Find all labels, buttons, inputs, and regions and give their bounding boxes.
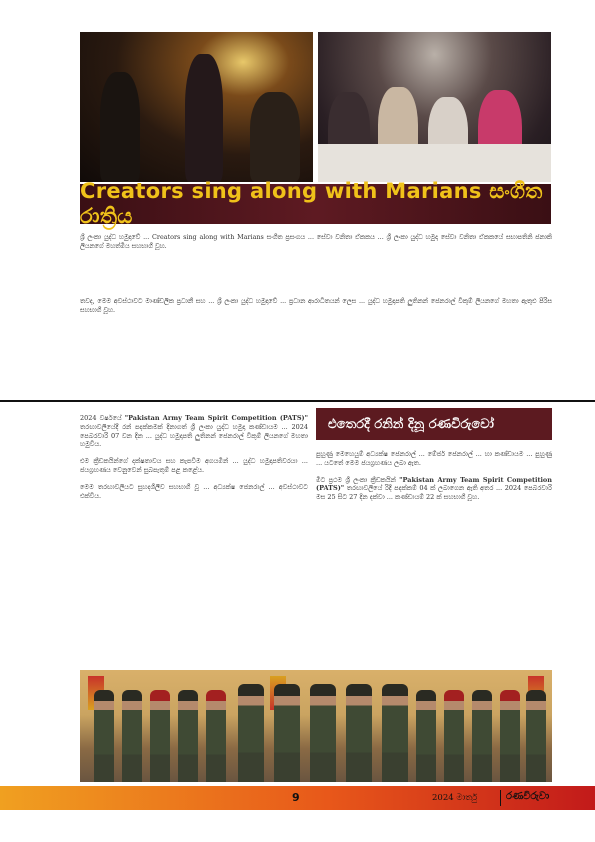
left-p1-competition: "Pakistan Army Team Spirit Competition (PATS)" (124, 414, 308, 422)
right-p2-rest: තරඟාවලියේ රිදී පදක්කම් 04 ක් ලබාගෙන ඇති අතර ... 2024 පෙබරවාරි මස 25 සිට 27 දින දක්වා ... කණ්ඩායම් 22 ක් සහභාගී වූහ. (316, 484, 552, 502)
article-paragraph-1: ශ්‍රී ලංකා යුද්ධ හමුදාවේ ... Creators sing along with Marians සංගීත ප්‍රසංගය ... සේවා වනිතා ඒකකය ... ශ්‍රී ලංකා යුද්ධ හමුදා සේවා වනිතා ඒකකයේ සභාපතිනි ජනාකි ලියනගේ මහත්මිය සහභාගී වූහ. (80, 233, 552, 250)
group-photo (80, 670, 552, 782)
secondary-headline: එතෙරදී රනින් දිනූ රණවිරුවෝ (328, 416, 494, 432)
right-paragraph-2 (316, 476, 552, 502)
article-paragraph-2: තවද, මෙම අවස්ථාවට මාණ්ඩලික ප්‍රධානී සහ ... ශ්‍රී ලංකා යුද්ධ හමුදාවේ ... ප්‍රධාන ආරාධිතයන් ලෙස ... යුද්ධ හමුදාපති ලුතිනන් ජෙනරාල් විකුම් ලියනගේ මහතා ඇතුළු පිරිස සහභාගී වූහ. (80, 297, 552, 314)
soldier-figure (526, 690, 546, 782)
soldier-figure (206, 690, 226, 782)
section-divider (0, 400, 595, 402)
soldier-figure (94, 690, 114, 782)
soldier-figure (500, 690, 520, 782)
article-title-band (80, 179, 551, 228)
right-column (316, 450, 552, 510)
soldier-figure (416, 690, 436, 782)
left-paragraph-1 (80, 414, 308, 449)
issue-date: 2024 මාර්තු (432, 793, 478, 803)
singers-photo (80, 32, 313, 182)
magazine-name: රණවිරුවා (506, 791, 550, 802)
soldier-figure (122, 690, 142, 782)
right-p2-intro: මීට ප්‍රථම ශ්‍රී ලංකා ක්‍රීඩකයින් (316, 475, 400, 484)
soldier-figure (150, 690, 170, 782)
right-paragraph-1: පුහුණු මෙහෙයුම් අධ්‍යක්ෂ ජෙනරාල් ... මේජර් ජෙනරාල් ... හා කණ්ඩායම ... පුහුණු ... යටතේ මෙම ජයග්‍රහණය ලබා ඇත. (316, 450, 552, 467)
soldier-figure (274, 684, 300, 782)
soldier-figure (382, 684, 408, 782)
secondary-headline-box (316, 408, 552, 440)
soldier-figure (310, 684, 336, 782)
soldier-figure (472, 690, 492, 782)
left-p1-intro: 2024 වර්ෂයේ (80, 414, 125, 422)
soldier-figure (346, 684, 372, 782)
audience-photo (318, 32, 551, 182)
soldier-figure (238, 684, 264, 782)
article-title: Creators sing along with Marians සංගීත රාත්‍රිය (80, 179, 543, 228)
footer-separator (500, 790, 501, 806)
soldier-figure (444, 690, 464, 782)
soldier-figure (178, 690, 198, 782)
left-column (80, 414, 308, 508)
page-number: 9 (292, 791, 300, 804)
left-paragraph-3: මෙම තරඟාවලියට සුහදශීලීව සහභාගී වූ ... අධ්‍යක්ෂ ජෙනරාල් ... අවස්ථාවට එක්විය. (80, 482, 308, 500)
left-p1-rest: තරඟාවලියේදී රන් පදක්කමක් දිනාගත් ශ්‍රී ලංකා යුද්ධ හමුදා කණ්ඩායම ... 2024 පෙබරවාරි 07 වන දින ... යුද්ධ හමුදාපති ලුතිනන් ජෙනරාල් විකුම් ලියනගේ මහතා හමුවිය. (80, 422, 308, 449)
left-paragraph-2: එම ක්‍රීඩකයින්ගේ දක්ෂතාවය සහ කැපවීම අගයමින් ... යුද්ධ හමුදාපතිවරයා ... ජයග්‍රහණය වෙනුවෙන් සුබපැතුම් පළ කළේය. (80, 457, 308, 474)
right-p2-competition: "Pakistan Army Team Spirit Competition (PATS)" (316, 475, 552, 493)
